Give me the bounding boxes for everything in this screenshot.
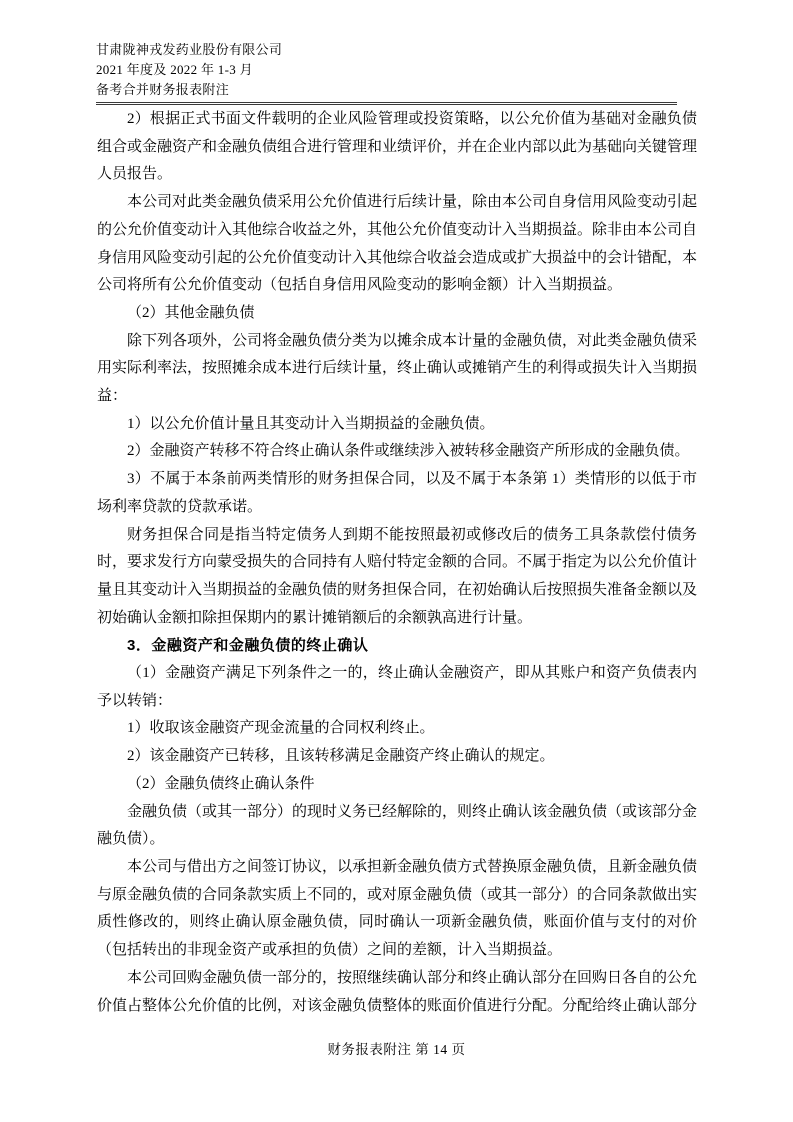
document-body [97, 106, 697, 1020]
list-item: 2）金融资产转移不符合终止确认条件或继续涉入被转移金融资产所形成的金融负债。 [127, 443, 690, 460]
header-report-period: 2021 年度及 2022 年 1-3 月 [96, 62, 253, 77]
footer-page-label: 财务报表附注 第 14 页 [327, 1042, 466, 1057]
paragraph: 金融负债（或其一部分）的现时义务已经解除的，则终止确认该金融负债（或该部分金融负债）。 [97, 803, 698, 848]
paragraph: 本公司对此类金融负债采用公允价值进行后续计量，除由本公司自身信用风险变动引起的公允价值变动计入其他综合收益之外，其他公允价值变动计入当期损益。除非由本公司自身信用风险变动引起的公允价值变动计入其他综合收益会造成或扩大损益中的会计错配，本公司将所有公允价值变动（包括自身信用风险变动的影响金额）计入当期损益。 [97, 194, 698, 294]
page-footer [0, 1038, 793, 1058]
paragraph: （2）金融负债终止确认条件 [127, 775, 315, 792]
paragraph: 2）根据正式书面文件载明的企业风险管理或投资策略，以公允价值为基础对金融负债组合或金融资产和金融负债组合进行管理和业绩评价，并在企业内部以此为基础向关键管理人员报告。 [97, 111, 698, 183]
paragraph: （2）其他金融负债 [127, 304, 255, 321]
list-item: 1）以公允价值计量且其变动计入当期损益的金融负债。 [127, 415, 495, 432]
list-item: 2）该金融资产已转移，且该转移满足金融资产终止确认的规定。 [127, 748, 555, 765]
list-item: 1）收取该金融资产现金流量的合同权利终止。 [127, 720, 435, 737]
header-doc-title: 备考合并财务报表附注 [96, 82, 230, 97]
header-company-name: 甘肃陇神戎发药业股份有限公司 [96, 42, 283, 57]
page-header [96, 40, 677, 105]
paragraph: 财务担保合同是指当特定债务人到期不能按照最初或修改后的债务工具条款偿付债务时，要求发行方向蒙受损失的合同持有人赔付特定金额的合同。不属于指定为以公允价值计量且其变动计入当期损益的金融负债的财务担保合同，在初始确认后按照损失准备金额以及初始确认金额扣除担保期内的累计摊销额后的余额孰高进行计量。 [97, 526, 698, 626]
paragraph: （1）金融资产满足下列条件之一的，终止确认金融资产，即从其账户和资产负债表内予以转销： [97, 665, 697, 709]
paragraph: 本公司回购金融负债一部分的，按照继续确认部分和终止确认部分在回购日各自的公允价值占整体公允价值的比例，对该金融负债整体的账面价值进行分配。分配给终止确认部分 [97, 969, 698, 1014]
paragraph: 除下列各项外，公司将金融负债分类为以摊余成本计量的金融负债，对此类金融负债采用实际利率法，按照摊余成本进行后续计量，终止确认或摊销产生的利得或损失计入当期损益： [97, 332, 698, 405]
section-heading: 3．金融资产和金融负债的终止确认 [127, 637, 369, 655]
paragraph: 本公司与借出方之间签订协议，以承担新金融负债方式替换原金融负债，且新金融负债与原金融负债的合同条款实质上不同的，或对原金融负债（或其一部分）的合同条款做出实质性修改的，则终止确认原金融负债，同时确认一项新金融负债，账面价值与支付的对价（包括转出的非现金资产或承担的负债）之间的差额，计入当期损益。 [97, 858, 698, 959]
list-item: 3）不属于本条前两类情形的财务担保合同，以及不属于本条第 1）类情形的以低于市场利率贷款的贷款承诺。 [97, 471, 697, 515]
